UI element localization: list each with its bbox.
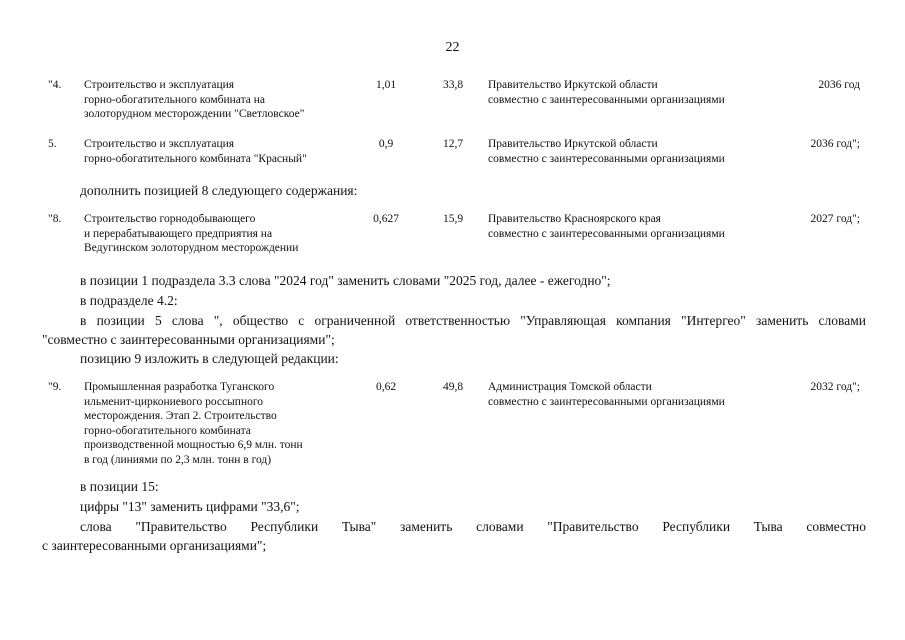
value-1: 0,62 — [375, 381, 397, 393]
deadline-year: 2032 год"; — [810, 381, 860, 393]
deadline-year: 2036 год — [818, 79, 860, 91]
instruction-position-5-line-1: в позиции 5 слова ", общество с ограниченной ответственностью "Управляющая компания "Интергео" заменить словами — [80, 313, 866, 328]
value-2: 33,8 — [442, 79, 464, 91]
value-1: 1,01 — [375, 79, 397, 91]
deadline-year: 2027 год"; — [810, 213, 860, 225]
responsible-party: Правительство Иркутской области совместно с заинтересованными организациями — [488, 79, 725, 106]
instruction-subsection-4-2: в подразделе 4.2: — [80, 293, 178, 308]
deadline-year: 2036 год"; — [810, 138, 860, 150]
instruction-position-1: в позиции 1 подраздела 3.3 слова "2024 год" заменить словами "2025 год, далее - ежегодно"; — [80, 273, 611, 288]
instruction-position-5-line-2: "совместно с заинтересованными организациями"; — [42, 332, 335, 347]
page-number: 22 — [445, 40, 460, 55]
value-2: 15,9 — [442, 213, 464, 225]
value-2: 49,8 — [442, 381, 464, 393]
row-number: "8. — [48, 213, 62, 225]
value-1: 0,627 — [373, 213, 399, 225]
value-1: 0,9 — [378, 138, 394, 150]
row-number: "9. — [48, 381, 62, 393]
project-name: Промышленная разработка Туганского ильменит-циркониевого россыпного месторождения. Этап 2. Строительство горно-обогатительного комбината производственной мощностью 6,9 млн. тонн в год (линиями по 2,3 млн. тонн в год) — [84, 381, 303, 466]
instruction-words-line-1: слова "Правительство Республики Тыва" заменить словами "Правительство Республики Тыва совместно — [80, 519, 866, 534]
responsible-party: Администрация Томской области совместно с заинтересованными организациями — [488, 381, 725, 408]
responsible-party: Правительство Иркутской области совместно с заинтересованными организациями — [488, 138, 725, 165]
instruction-position-9: позицию 9 изложить в следующей редакции: — [80, 351, 339, 366]
project-name: Строительство горнодобывающего и перерабатывающего предприятия на Ведугинском золоторудном месторождении — [84, 213, 299, 254]
row-number: "4. — [48, 79, 62, 91]
instruction-add-position: дополнить позицией 8 следующего содержания: — [80, 183, 358, 198]
instruction-words-line-2: с заинтересованными организациями"; — [42, 538, 267, 553]
responsible-party: Правительство Красноярского края совместно с заинтересованными организациями — [488, 213, 725, 240]
project-name: Строительство и эксплуатация горно-обогатительного комбината "Красный" — [84, 138, 307, 165]
instruction-position-15: в позиции 15: — [80, 479, 159, 494]
row-number: 5. — [48, 138, 57, 150]
project-name: Строительство и эксплуатация горно-обогатительного комбината на золоторудном месторождении "Светловское" — [84, 79, 305, 120]
value-2: 12,7 — [442, 138, 464, 150]
instruction-digits: цифры "13" заменить цифрами "33,6"; — [80, 499, 300, 514]
